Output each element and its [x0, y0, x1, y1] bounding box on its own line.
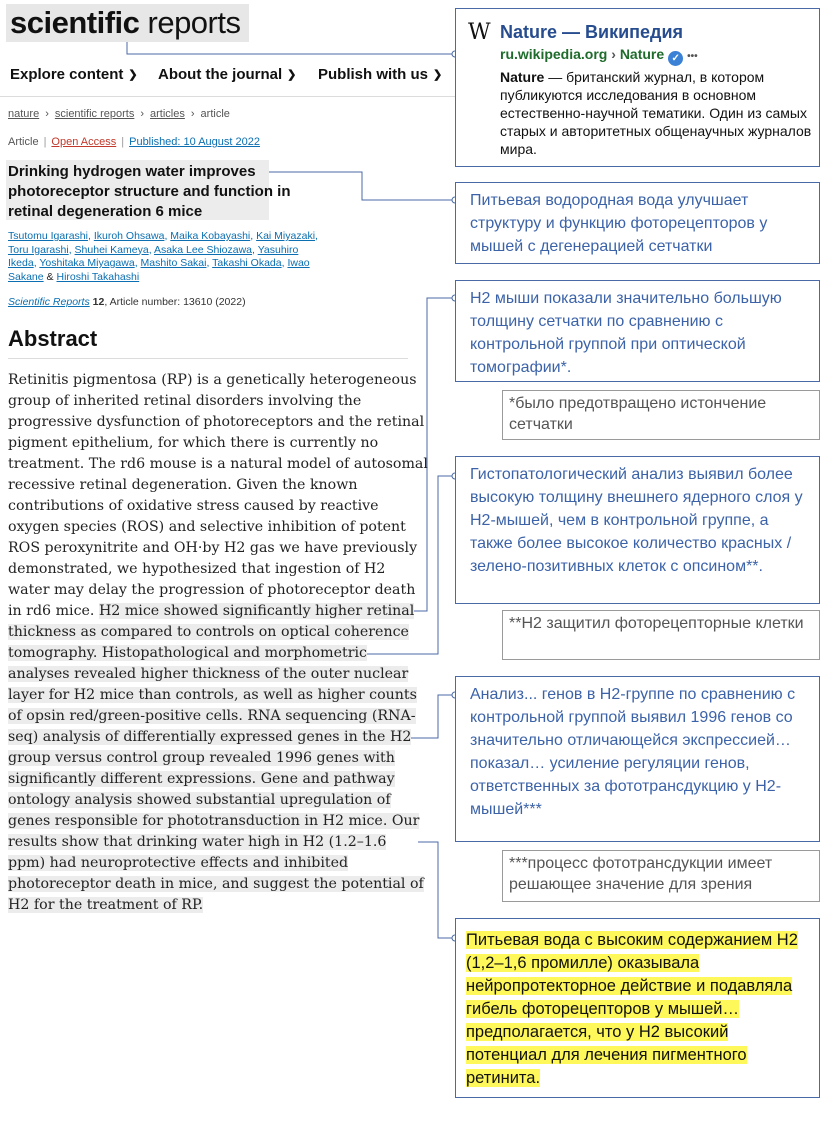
author-link[interactable]: Takashi Okada: [212, 257, 282, 269]
breadcrumb-nature[interactable]: nature: [8, 108, 40, 120]
author-link[interactable]: Hiroshi Takahashi: [56, 270, 140, 283]
open-access-link[interactable]: Open Access: [51, 136, 117, 148]
breadcrumb: nature › scientific reports › articles › article: [8, 108, 230, 120]
article-title: Drinking hydrogen water improves photoreceptor structure and function in retinal degeneration 6 mice: [8, 163, 291, 220]
journal-link[interactable]: Scientific Reports: [8, 296, 90, 308]
article-meta: Article | Open Access | Published: 10 August 2022: [8, 136, 260, 148]
footnote-phototransduction: ***процесс фототрансдукции имеет решающее значение для зрения: [502, 850, 820, 902]
author-link[interactable]: Maika Kobayashi: [170, 230, 251, 242]
abstract-text: [8, 370, 428, 916]
author-link[interactable]: Yasuhiro Ikeda: [8, 243, 299, 269]
annotation-retinal-thickness: H2 мыши показали значительно большую толщину сетчатки по сравнению с контрольной группой при оптической томографии*.: [455, 280, 820, 382]
abstract-intro: Retinitis pigmentosa (RP) is a genetically heterogeneous group of inherited retinal disorders involving the progressive dysfunction of photoreceptors and the retinal pigment epithelium, for which there is currently no treatment. The rd6 mouse is a natural model of autosomal recessive retinal degeneration. Given the known contributions of oxidative stress caused by reactive oxygen species (ROS) and selective inhibition of potent ROS peroxynitrite and OH·by H2 gas we have previously demonstrated, we hypothesized that ingestion of H2 water may delay the progression of photoreceptor death in rd6 mice.: [8, 372, 428, 619]
breadcrumb-articles[interactable]: articles: [150, 108, 185, 120]
author-link[interactable]: Ikuroh Ohsawa: [93, 230, 165, 242]
footnote-retinal-thinning: *было предотвращено истончение сетчатки: [502, 390, 820, 440]
conclusion-highlight: Питьевая вода с высоким содержанием H2 (1,2–1,6 промилле) оказывала нейропротекторное действие и подавляла гибель фоторецепторов у мышей… предполагается, что у H2 высокий потенциал для лечения пигментного ретинита.: [466, 931, 798, 1087]
article-type: Article: [8, 136, 39, 148]
author-link[interactable]: Asaka Lee Shiozawa: [153, 243, 253, 256]
author-link[interactable]: Toru Igarashi: [8, 243, 69, 256]
wikipedia-icon: W: [468, 20, 491, 45]
annotation-title-translation: Питьевая водородная вода улучшает структуру и функцию фоторецепторов у мышей с дегенерацией сетчатки: [455, 182, 820, 264]
nav-about-journal[interactable]: About the journal ❯: [158, 66, 297, 83]
author-link[interactable]: Tsutomu Igarashi: [8, 230, 88, 242]
site-logo[interactable]: scientific reports: [10, 5, 241, 40]
header-divider: [0, 96, 455, 97]
volume: 12: [92, 296, 105, 308]
chevron-down-icon: ❯: [128, 69, 138, 81]
journal-citation: [8, 296, 246, 308]
abstract-highlight: H2 mice showed significantly higher retinal thickness as compared to controls on optical coherence tomography. Histopathological and morphometric analyses revealed higher thickness of the outer nuclear layer for H2 mice than controls, as well as higher counts of opsin red/green-positive cells. RNA sequencing (RNA-seq) analysis of differentially expressed genes in the H2 group versus control group revealed 1996 genes with significantly different expressions. Gene and pathway ontology analysis showed substantial upregulation of genes responsible for phototransduction in H2 mice. Our results show that drinking water high in H2 (1.2–1.6 ppm) had neuroprotective effects and inhibited photoreceptor death in mice, and suggest the potential of H2 for the treatment of RP.: [8, 603, 424, 913]
chevron-down-icon: ❯: [287, 69, 297, 81]
article-number: , Article number: 13610 (2022): [104, 296, 246, 308]
breadcrumb-scientific-reports[interactable]: scientific reports: [54, 108, 135, 120]
author-link[interactable]: Yoshitaka Miyagawa: [39, 257, 135, 269]
author-list: Tsutomu Igarashi, Ikuroh Ohsawa, Maika Kobayashi, Kai Miyazaki, Toru Igarashi, Shuhei Kameya, Asaka Lee Shiozawa, Yasuhiro Ikeda, Yoshitaka Miyagawa, Mashito Sakai, Takashi Okada, Iwao Sakane & Hiroshi Takahashi: [8, 230, 318, 283]
breadcrumb-current: article: [200, 108, 230, 120]
wiki-url: ru.wikipedia.org › Nature ✓ •••: [500, 46, 698, 64]
author-link[interactable]: Shuhei Kameya: [74, 243, 149, 256]
wiki-description: Nature — британский журнал, в котором публикуются исследования в основном естественно-научной тематики. Один из самых старых и авторитетных общенаучных журналов мира.: [500, 69, 812, 157]
abstract-heading: Abstract: [8, 326, 98, 351]
annotation-histopathology: Гистопатологический анализ выявил более высокую толщину внешнего ядерного слоя у H2-мышей, чем в контрольной группе, а также более высокое количество красных /зелено-позитивных клеток с опсином**.: [455, 456, 820, 604]
nav-publish-with-us[interactable]: Publish with us ❯: [318, 66, 443, 83]
wiki-title-link[interactable]: Nature — Википедия: [500, 22, 684, 42]
author-link[interactable]: Iwao Sakane: [8, 257, 310, 283]
chevron-down-icon: ❯: [433, 69, 443, 81]
abstract-divider: [8, 358, 408, 359]
published-date-link[interactable]: Published: 10 August 2022: [129, 136, 260, 148]
author-link[interactable]: Kai Miyazaki: [256, 230, 316, 242]
more-options-icon[interactable]: •••: [687, 51, 698, 62]
footnote-photoreceptor-protection: **H2 защитил фоторецепторные клетки: [502, 610, 820, 660]
annotation-conclusion: [455, 918, 820, 1098]
annotation-gene-analysis: Анализ... генов в H2-группе по сравнению с контрольной группой выявил 1996 генов со значительно отличающейся экспрессией… показал… усиление регуляции генов, ответственных за фототрансдукцию у H2-мышей***: [455, 676, 820, 842]
nav-explore-content[interactable]: Explore content ❯: [10, 66, 138, 83]
verified-icon: ✓: [668, 51, 683, 66]
author-link[interactable]: Mashito Sakai: [140, 257, 207, 269]
